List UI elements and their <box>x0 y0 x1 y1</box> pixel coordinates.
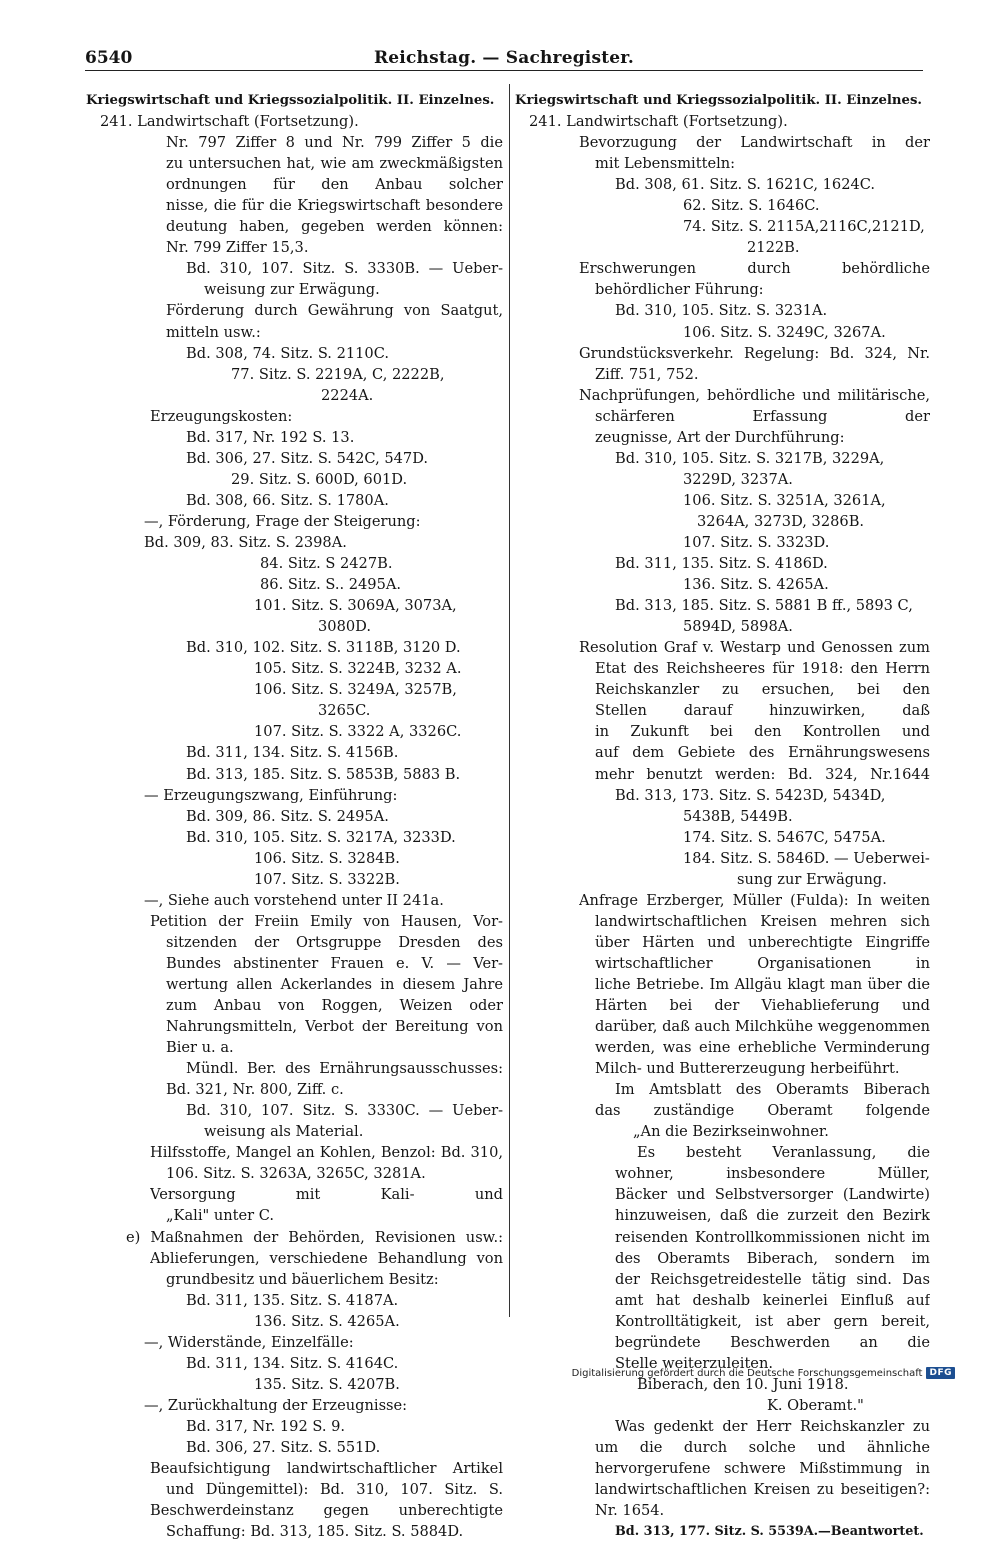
index-line: darüber, daß auch Milchkühe weggenommen <box>595 1018 930 1036</box>
index-line: 174. Sitz. S. 5467C, 5475A. <box>683 828 886 846</box>
index-line: 106. Sitz. S. 3249A, 3257B, <box>254 681 457 699</box>
index-line: Nr. 799 Ziffer 15,3. <box>166 239 309 257</box>
index-line: Ablieferungen, verschiedene Behandlung von <box>150 1249 503 1267</box>
index-line: um die durch solche und ähnliche <box>595 1439 930 1456</box>
index-line: Bd. 308, 66. Sitz. S. 1780A. <box>186 491 389 509</box>
index-line: Bäcker und Selbstversorger (Landwirte) <box>615 1186 930 1204</box>
index-line: Bd. 310, 107. Sitz. S. 3330B. — Ueber- <box>186 260 503 278</box>
index-line: zeugnisse, Art der Durchführung: <box>595 428 845 446</box>
index-line: Bd. 306, 27. Sitz. S. 551D. <box>186 1439 381 1456</box>
index-line: Bd. 309, 86. Sitz. S. 2495A. <box>186 807 389 825</box>
index-line: Bd. 308, 61. Sitz. S. 1621C, 1624C. <box>615 176 876 194</box>
index-line: K. Oberamt." <box>767 1396 864 1414</box>
index-line: auf dem Gebiete des Ernährungswesens <box>595 744 930 762</box>
index-line: landwirtschaftlichen Kreisen mehren sich <box>595 912 930 930</box>
index-line: grundbesitz und bäuerlichem Besitz: <box>166 1270 439 1288</box>
index-line: Biberach, den 10. Juni 1918. <box>637 1375 849 1393</box>
index-line: Bd. 317, Nr. 192 S. 9. <box>186 1417 346 1435</box>
index-line: Bd. 310, 105. Sitz. S. 3231A. <box>615 302 828 320</box>
index-line: zu untersuchen hat, wie am zweckmäßigsten <box>166 155 503 173</box>
index-line: 107. Sitz. S. 3322B. <box>254 870 400 888</box>
index-line: 136. Sitz. S. 4265A. <box>683 576 829 594</box>
index-line: 241. Landwirtschaft (Fortsetzung). <box>529 113 788 131</box>
index-line: 106. Sitz. S. 3263A, 3265C, 3281A. <box>166 1165 426 1183</box>
index-line: Hilfsstoffe, Mangel an Kohlen, Benzol: Bd. 310, <box>150 1144 503 1162</box>
index-line: Im Amtsblatt des Oberamts Biberach <box>615 1081 930 1099</box>
index-line: Schaffung: Bd. 313, 185. Sitz. S. 5884D. <box>166 1523 464 1541</box>
index-line: Versorgung mit Kali- und <box>150 1186 503 1204</box>
index-line: —, Zurückhaltung der Erzeugnisse: <box>144 1396 408 1414</box>
index-line: des Oberamts Biberach, sondern im <box>615 1249 930 1267</box>
index-line: 106. Sitz. S. 3284B. <box>254 849 400 867</box>
index-line: Bier u. a. <box>166 1039 234 1057</box>
index-line: Bd. 317, Nr. 192 S. 13. <box>186 428 355 446</box>
index-line: 3264A, 3273D, 3286B. <box>697 512 865 530</box>
index-line: —, Widerstände, Einzelfälle: <box>144 1333 354 1351</box>
index-line: Kontrolltätigkeit, ist aber gern bereit, <box>615 1312 930 1330</box>
index-line: „An die Bezirkseinwohner. <box>633 1123 829 1141</box>
page-header <box>85 48 923 71</box>
index-line: weisung als Material. <box>204 1123 364 1141</box>
index-line: Was gedenkt der Herr Reichskanzler zu <box>615 1417 930 1435</box>
index-line: begründete Beschwerden an die <box>615 1333 930 1351</box>
index-line: e) Maßnahmen der Behörden, Revisionen usw.: <box>126 1228 503 1246</box>
index-line: mitteln usw.: <box>166 323 261 341</box>
index-line: 107. Sitz. S. 3322 A, 3326C. <box>254 723 462 741</box>
index-line: 84. Sitz. S 2427B. <box>260 555 393 573</box>
index-line: 136. Sitz. S. 4265A. <box>254 1312 400 1330</box>
index-line: liche Betriebe. Im Allgäu klagt man über die <box>595 975 930 993</box>
index-line: schärferen Erfassung der <box>595 407 930 425</box>
index-line: Petition der Freiin Emily von Hausen, Vor- <box>150 912 503 930</box>
index-line: weisung zur Erwägung. <box>204 281 380 299</box>
index-line: Bd. 313, 185. Sitz. S. 5881 B ff., 5893 C, <box>615 597 913 615</box>
index-line: Bd. 313, 173. Sitz. S. 5423D, 5434D, <box>615 786 886 804</box>
index-line: über Härten und unberechtigte Eingriffe <box>595 933 930 951</box>
index-line: Bd. 310, 105. Sitz. S. 3217A, 3233D. <box>186 828 456 846</box>
index-line: 3265C. <box>318 702 371 720</box>
index-line: 2224A. <box>321 386 374 404</box>
index-line: Förderung durch Gewährung von Saatgut, <box>166 302 503 320</box>
index-line: 106. Sitz. S. 3249C, 3267A. <box>683 323 886 341</box>
index-line: Mündl. Ber. des Ernährungsausschusses: <box>186 1060 503 1078</box>
index-line: Beschwerdeinstanz gegen unberechtigte <box>150 1502 503 1520</box>
index-line: Bd. 309, 83. Sitz. S. 2398A. <box>144 533 347 551</box>
index-line: Bd. 311, 134. Sitz. S. 4156B. <box>186 744 399 762</box>
index-line: landwirtschaftlichen Kreisen zu beseitigen?: <box>595 1481 930 1499</box>
index-line: Bundes abstinenter Frauen e. V. — Ver- <box>166 954 503 972</box>
index-line: Bd. 306, 27. Sitz. S. 542C, 547D. <box>186 449 429 467</box>
index-line: Nahrungsmitteln, Verbot der Bereitung von <box>166 1018 503 1036</box>
index-line: Stellen darauf hinzuwirken, daß <box>595 702 930 720</box>
index-line: —, Siehe auch vorstehend unter II 241a. <box>144 891 444 909</box>
index-line: Nr. 797 Ziffer 8 und Nr. 799 Ziffer 5 die <box>166 134 503 152</box>
index-line: deutung haben, gegeben werden können: <box>166 218 503 236</box>
column-divider <box>509 84 510 1317</box>
index-line: 77. Sitz. S. 2219A, C, 2222B, <box>231 365 445 383</box>
index-line: nisse, die für die Kriegswirtschaft besondere <box>166 197 503 215</box>
index-line: hinzuweisen, daß die zurzeit den Bezirk <box>615 1207 930 1225</box>
index-line: Stelle weiterzuleiten. <box>615 1354 773 1372</box>
index-line: Bd. 313, 177. Sitz. S. 5539A.—Beantwortet. <box>615 1524 924 1540</box>
index-line: Reichskanzler zu ersuchen, bei den <box>595 681 930 699</box>
index-line: Bd. 310, 102. Sitz. S. 3118B, 3120 D. <box>186 639 461 657</box>
index-line: Nachprüfungen, behördliche und militärische, <box>579 386 930 404</box>
index-line: 105. Sitz. S. 3224B, 3232 A. <box>254 660 462 678</box>
index-line: Härten bei der Viehablieferung und <box>595 997 930 1015</box>
index-line: wirtschaftlicher Organisationen in <box>595 954 930 972</box>
index-line: Es besteht Veranlassung, die <box>637 1144 930 1162</box>
index-line: 29. Sitz. S. 600D, 601D. <box>231 470 408 488</box>
index-line: wohner, insbesondere Müller, <box>615 1165 930 1183</box>
index-line: — Erzeugungszwang, Einführung: <box>144 786 398 804</box>
index-line: 2122B. <box>747 239 800 257</box>
index-line: Bd. 321, Nr. 800, Ziff. c. <box>166 1081 344 1099</box>
index-line: 106. Sitz. S. 3251A, 3261A, <box>683 491 886 509</box>
index-line: —, Förderung, Frage der Steigerung: <box>144 512 421 530</box>
index-line: 5438B, 5449B. <box>683 807 793 825</box>
index-line: 135. Sitz. S. 4207B. <box>254 1375 400 1393</box>
index-line: wertung allen Ackerlandes in diesem Jahre <box>166 975 503 993</box>
index-line: behördlicher Führung: <box>595 281 764 299</box>
index-line: das zuständige Oberamt folgende <box>595 1102 930 1120</box>
index-line: in Zukunft bei den Kontrollen und <box>595 723 930 741</box>
index-line: 101. Sitz. S. 3069A, 3073A, <box>254 597 457 615</box>
index-line: und Düngemittel): Bd. 310, 107. Sitz. S. <box>166 1481 503 1499</box>
index-line: hervorgerufene schwere Mißstimmung in <box>595 1460 930 1478</box>
digitization-footer <box>572 1366 955 1380</box>
index-line: 3229D, 3237A. <box>683 470 793 488</box>
right-column <box>515 90 930 1542</box>
index-line: Bd. 310, 107. Sitz. S. 3330C. — Ueber- <box>186 1102 503 1120</box>
index-line: sitzenden der Ortsgruppe Dresden des <box>166 933 503 951</box>
dfg-logo: DFG <box>926 1367 955 1379</box>
index-line: der Reichsgetreidestelle tätig sind. Das <box>615 1270 930 1288</box>
footer-credit: Digitalisierung gefördert durch die Deutsche Forschungsgemeinschaft <box>571 1367 923 1379</box>
index-line: 86. Sitz. S.. 2495A. <box>260 576 402 594</box>
index-line: 62. Sitz. S. 1646C. <box>683 197 820 215</box>
left-column <box>86 90 503 1542</box>
page-number: 6540 <box>85 48 133 68</box>
index-line: Etat des Reichsheeres für 1918: den Herrn <box>595 660 930 678</box>
index-line: Bd. 311, 135. Sitz. S. 4186D. <box>615 555 828 573</box>
index-line: Resolution Graf v. Westarp und Genossen zum <box>579 639 930 657</box>
section-heading: Kriegswirtschaft und Kriegssozialpolitik. II. Einzelnes. <box>515 93 922 108</box>
index-line: reisenden Kontrollkommissionen nicht im <box>615 1228 930 1246</box>
index-line: Anfrage Erzberger, Müller (Fulda): In weiten <box>579 891 930 909</box>
index-line: 107. Sitz. S. 3323D. <box>683 533 830 551</box>
index-line: 74. Sitz. S. 2115A,2116C,2121D, <box>683 218 925 236</box>
index-line: Erschwerungen durch behördliche <box>579 260 930 278</box>
index-line: Bd. 310, 105. Sitz. S. 3217B, 3229A, <box>615 449 885 467</box>
index-line: Nr. 1654. <box>595 1502 665 1520</box>
index-line: 3080D. <box>318 618 371 636</box>
index-line: Bd. 311, 135. Sitz. S. 4187A. <box>186 1291 399 1309</box>
index-line: Grundstücksverkehr. Regelung: Bd. 324, Nr. <box>579 344 930 362</box>
index-line: Bevorzugung der Landwirtschaft in der <box>579 134 930 152</box>
index-line: Bd. 311, 134. Sitz. S. 4164C. <box>186 1354 399 1372</box>
index-line: Ziff. 751, 752. <box>595 365 699 383</box>
index-line: ordnungen für den Anbau solcher <box>166 176 503 194</box>
section-heading: Kriegswirtschaft und Kriegssozialpolitik. II. Einzelnes. <box>86 93 495 108</box>
running-title: Reichstag. — Sachregister. <box>373 48 635 68</box>
index-line: amt hat deshalb keinerlei Einfluß auf <box>615 1291 930 1309</box>
index-line: Bd. 313, 185. Sitz. S. 5853B, 5883 B. <box>186 765 461 783</box>
index-line: Bd. 308, 74. Sitz. S. 2110C. <box>186 344 390 362</box>
index-line: zum Anbau von Roggen, Weizen oder <box>166 997 503 1015</box>
index-line: Milch- und Buttererzeugung herbeiführt. <box>595 1060 900 1078</box>
index-line: mit Lebensmitteln: <box>595 155 736 173</box>
index-line: 241. Landwirtschaft (Fortsetzung). <box>100 113 359 131</box>
index-line: mehr benutzt werden: Bd. 324, Nr.1644 <box>595 765 930 783</box>
index-line: Beaufsichtigung landwirtschaftlicher Artikel <box>150 1460 503 1478</box>
index-line: „Kali" unter C. <box>166 1207 275 1225</box>
index-line: Erzeugungskosten: <box>150 407 293 425</box>
index-line: werden, was eine erhebliche Verminderung <box>595 1039 930 1057</box>
index-line: 5894D, 5898A. <box>683 618 793 636</box>
index-line: sung zur Erwägung. <box>737 870 887 888</box>
index-line: 184. Sitz. S. 5846D. — Ueberwei- <box>683 849 930 867</box>
